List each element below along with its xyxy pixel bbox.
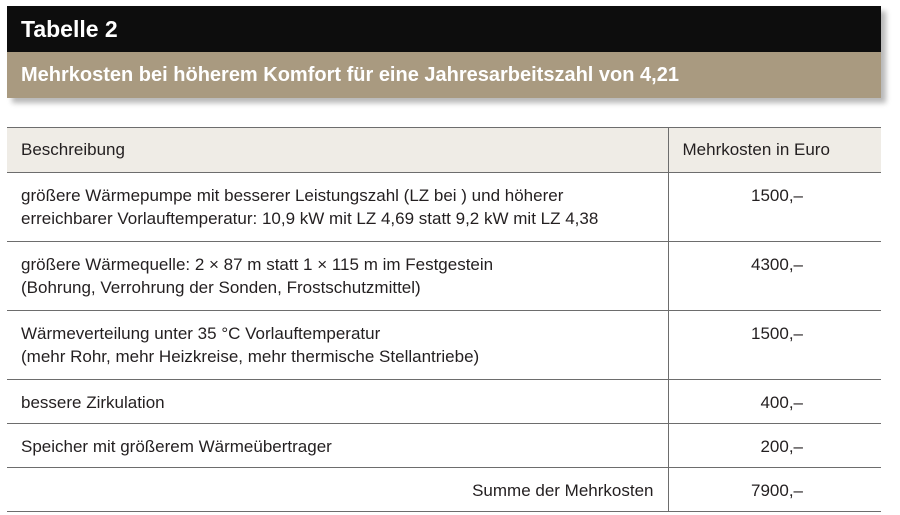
row-cost: 200,– <box>668 424 881 468</box>
row-description-line: bessere Zirkulation <box>21 393 165 412</box>
cost-table <box>7 127 881 512</box>
total-row <box>7 468 881 512</box>
row-description <box>7 311 668 380</box>
row-description-line: (mehr Rohr, mehr Heizkreise, mehr thermische Stellantriebe) <box>21 347 480 366</box>
row-description-line: Wärmeverteilung unter 35 °C Vorlauftemperatur <box>21 324 381 343</box>
row-description-line: erreichbarer Vorlauftemperatur: 10,9 kW mit LZ 4,69 statt 9,2 kW mit LZ 4,38 <box>21 209 599 228</box>
total-value: 7900,– <box>668 468 881 512</box>
total-label: Summe der Mehrkosten <box>7 468 668 512</box>
row-description-line: größere Wärmequelle: 2 × 87 m statt 1 × 115 m im Festgestein <box>21 255 494 274</box>
row-description-line: größere Wärmepumpe mit besserer Leistungszahl (LZ bei ) und höherer <box>21 186 564 205</box>
row-description <box>7 380 668 424</box>
row-description-line: (Bohrung, Verrohrung der Sonden, Frostschutzmittel) <box>21 278 421 297</box>
column-header-cost: Mehrkosten in Euro <box>668 128 881 173</box>
table-title-block <box>7 6 881 98</box>
table-header-row <box>7 128 881 173</box>
column-header-description: Beschreibung <box>7 128 668 173</box>
row-cost: 1500,– <box>668 173 881 242</box>
table-row <box>7 173 881 242</box>
row-description <box>7 173 668 242</box>
row-cost: 400,– <box>668 380 881 424</box>
row-cost: 4300,– <box>668 242 881 311</box>
table-row <box>7 242 881 311</box>
row-description <box>7 242 668 311</box>
table-row <box>7 311 881 380</box>
table-row <box>7 424 881 468</box>
table-number-title: Tabelle 2 <box>7 6 881 52</box>
table-subtitle: Mehrkosten bei höherem Komfort für eine Jahresarbeitszahl von 4,21 <box>7 52 881 98</box>
row-description-line: Speicher mit größerem Wärmeübertrager <box>21 437 332 456</box>
table-row <box>7 380 881 424</box>
row-description <box>7 424 668 468</box>
row-cost: 1500,– <box>668 311 881 380</box>
